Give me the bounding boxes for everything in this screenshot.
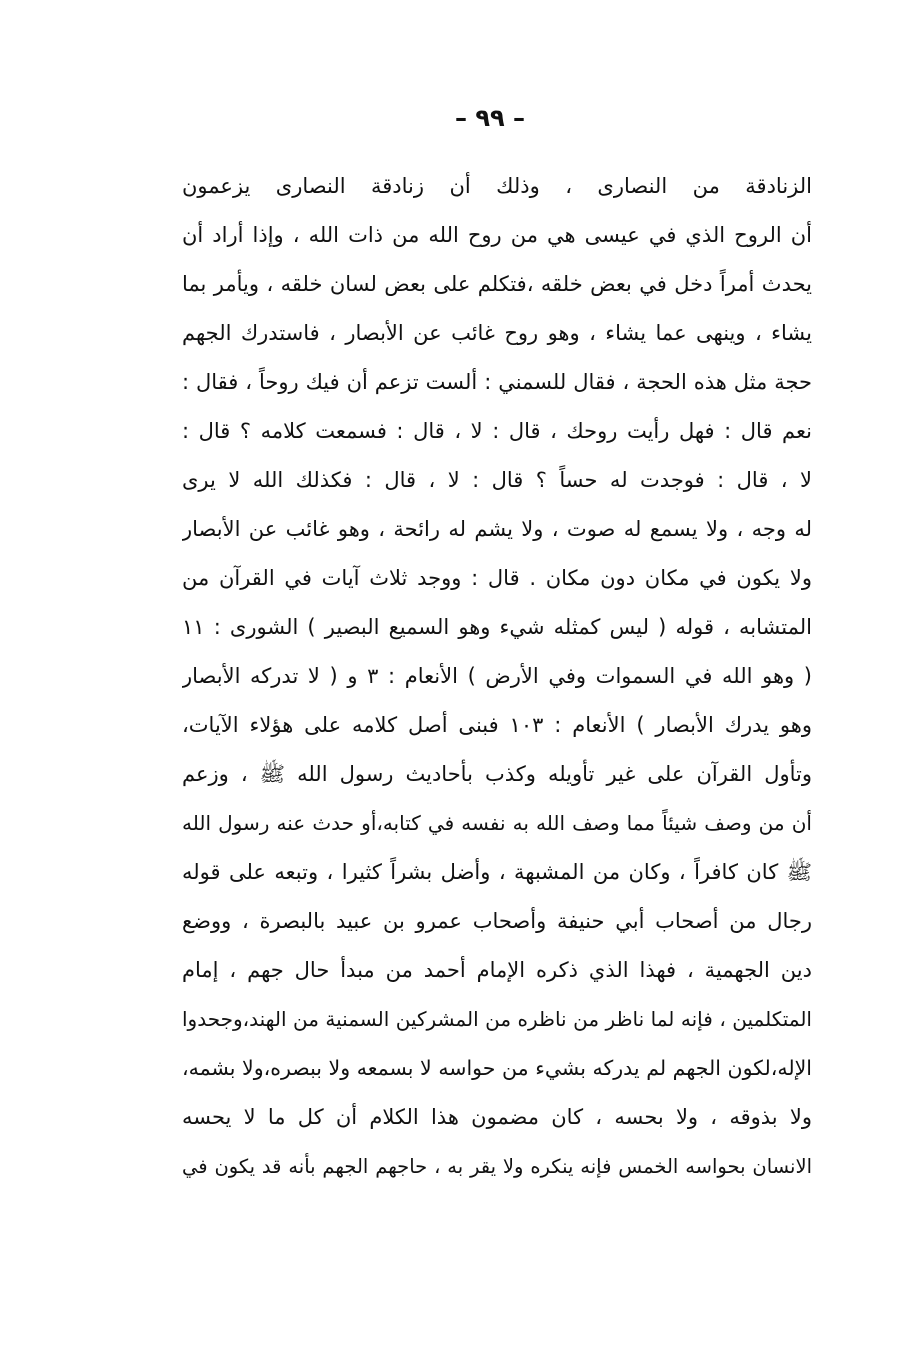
body-text (182, 162, 812, 1191)
text-line: ولا يكون في مكان دون مكان . قال : ووجد ثلاث آيات في القرآن من (182, 566, 812, 590)
text-line: دين الجهمية ، فهذا الذي ذكره الإمام أحمد من مبدأ حال جهم ، إمام (182, 958, 812, 982)
text-line: وهو يدرك الأبصار ) الأنعام : ١٠٣ فبنى أصل كلامه على هؤلاء الآيات، (182, 713, 812, 737)
text-line: وتأول القرآن على غير تأويله وكذب بأحاديث رسول الله ﷺ ، وزعم (182, 762, 812, 786)
text-line: ( وهو الله في السموات وفي الأرض ) الأنعام : ٣ و ( لا تدركه الأبصار (182, 664, 812, 688)
text-line: ﷺ كان كافراً ، وكان من المشبهة ، وأضل بشراً كثيرا ، وتبعه على قوله (182, 860, 812, 884)
text-line: المتكلمين ، فإنه لما ناظر من ناظره من المشركين السمنية من الهند،وجحدوا (182, 1007, 812, 1031)
text-line: أن الروح الذي في عيسى هي من روح الله من ذات الله ، وإذا أراد أن (182, 223, 812, 247)
text-line: يشاء ، وينهى عما يشاء ، وهو روح غائب عن الأبصار ، فاستدرك الجهم (182, 321, 812, 345)
text-line: لا ، قال : فوجدت له حساً ؟ قال : لا ، قال : فكذلك الله لا يرى (182, 468, 812, 492)
text-line: الزنادقة من النصارى ، وذلك أن زنادقة النصارى يزعمون (182, 174, 812, 198)
text-line: الانسان بحواسه الخمس فإنه ينكره ولا يقر به ، حاجهم الجهم بأنه قد يكون في (182, 1155, 812, 1178)
text-line: الإله،لكون الجهم لم يدركه بشيء من حواسه لا بسمعه ولا ببصره،ولا بشمه، (182, 1056, 812, 1080)
page-number: – ٩٩ – (454, 104, 525, 132)
text-line: المتشابه ، قوله ( ليس كمثله شيء وهو السميع البصير ) الشورى : ١١ (182, 615, 812, 639)
text-line: ولا بذوقه ، ولا بحسه ، كان مضمون هذا الكلام أن كل ما لا يحسه (182, 1105, 812, 1129)
text-line: حجة مثل هذه الحجة ، فقال للسمني : ألست تزعم أن فيك روحاً ، فقال : (182, 370, 812, 394)
text-line: نعم قال : فهل رأيت روحك ، قال : لا ، قال : فسمعت كلامه ؟ قال : (182, 419, 812, 443)
text-line: له وجه ، ولا يسمع له صوت ، ولا يشم له رائحة ، وهو غائب عن الأبصار (182, 517, 812, 541)
text-line: أن من وصف شيئاً مما وصف الله به نفسه في كتابه،أو حدث عنه رسول الله (182, 811, 812, 835)
text-line: يحدث أمراً دخل في بعض خلقه ،فتكلم على بعض لسان خلقه ، ويأمر بما (182, 272, 812, 296)
text-line: رجال من أصحاب أبي حنيفة وأصحاب عمرو بن عبيد بالبصرة ، ووضع (182, 909, 812, 933)
